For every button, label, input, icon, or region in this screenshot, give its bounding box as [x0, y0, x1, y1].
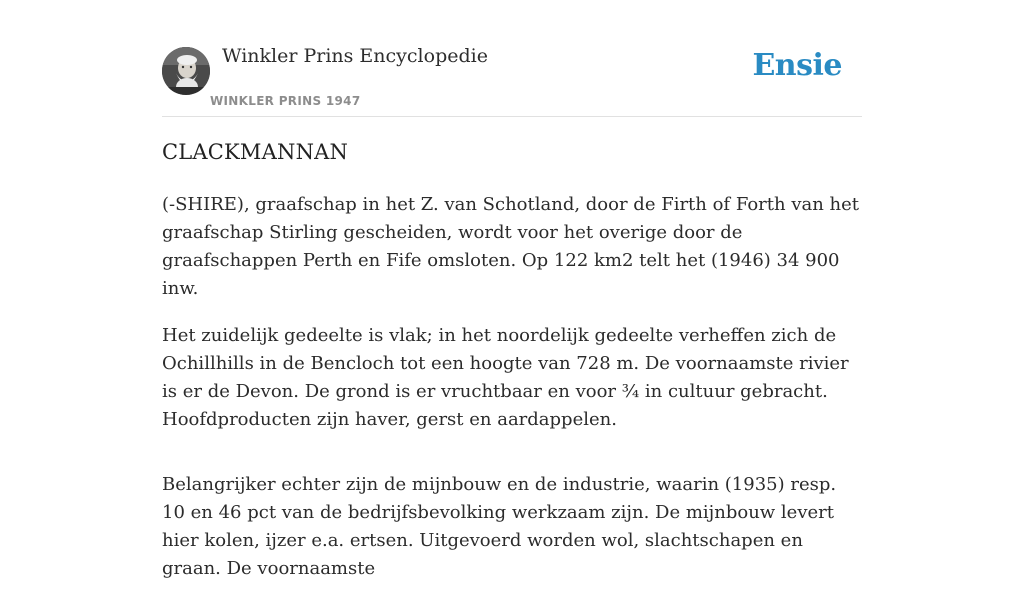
paragraph: Het zuidelijk gedeelte is vlak; in het noordelijk gedeelte verheffen zich de Ochillhills in de Bencloch tot een hoogte van 728 m. De voornaamste rivier is er de Devon. De grond is er vruchtbaar en voor ¾ in cultuur gebracht. Hoofdproducten zijn haver, gerst en aardappelen.: [162, 325, 849, 430]
article-body: [162, 191, 862, 602]
author-portrait-icon[interactable]: [162, 47, 210, 95]
article-page: [162, 0, 862, 579]
source-edition: WINKLER PRINS 1947: [210, 94, 361, 108]
source-name[interactable]: Winkler Prins Encyclopedie: [222, 45, 488, 67]
paragraph: (-SHIRE), graafschap in het Z. van Schotland, door de Firth of Forth van het graafschap Stirling gescheiden, wordt voor het overige door de graafschappen Perth en Fife omsloten. Op 122 km2 telt het (1946) 34 900 inw.: [162, 194, 860, 299]
source-header: [162, 0, 862, 117]
article-title: CLACKMANNAN: [162, 140, 349, 164]
ensie-logo[interactable]: Ensie: [752, 48, 842, 83]
paragraph: Belangrijker echter zijn de mijnbouw en de industrie, waarin (1935) resp. 10 en 46 pct van de bedrijfsbevolking werkzaam zijn. De mijnbouw levert hier kolen, ijzer e.a. ertsen. Uitgevoerd worden wol, slachtschapen en graan. De voornaamste: [162, 474, 837, 579]
